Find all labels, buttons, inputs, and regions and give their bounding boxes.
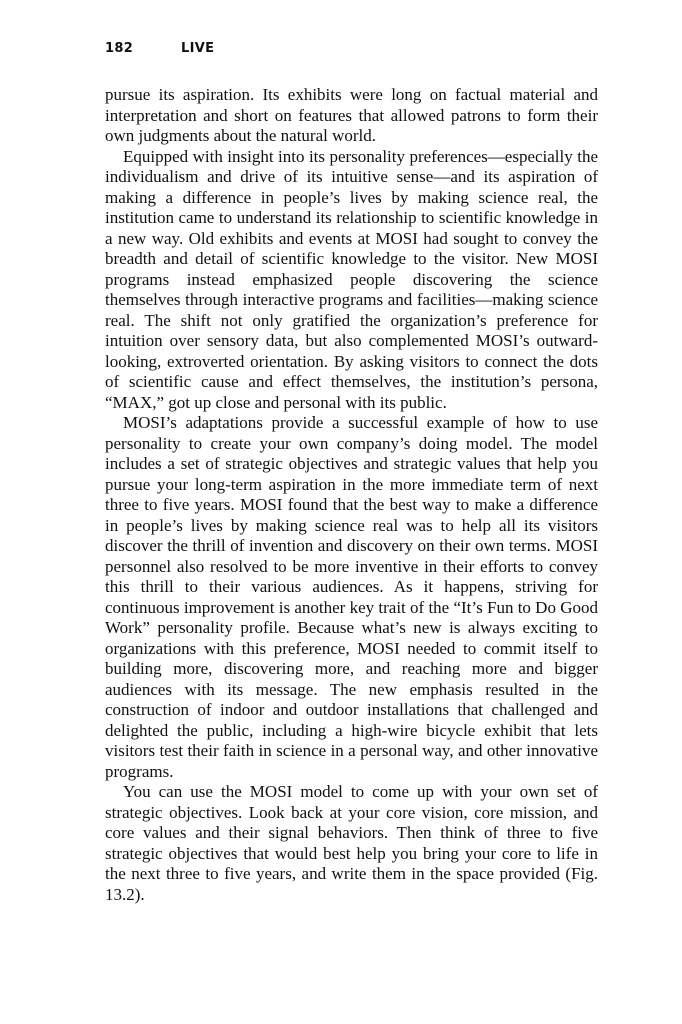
body-text [105,85,598,905]
section-title: LIVE [181,41,215,56]
paragraph: Equipped with insight into its personality preferences—especially the individualism and drive of its intuitive sense—and its aspiration of making a difference in people’s lives by making science real, the institution came to understand its relationship to scientific knowledge in a new way. Old exhibits and events at MOSI had sought to convey the breadth and detail of scientific knowledge to the visitor. New MOSI programs instead emphasized people discovering the science themselves through interactive programs and facilities—making science real. The shift not only gratified the organization’s preference for intuition over sensory data, but also complemented MOSI’s outward-looking, extroverted orientation. By asking visitors to connect the dots of scientific cause and effect themselves, the institution’s persona, “MAX,” got up close and personal with its public. [105,146,598,412]
page-number: 182 [105,41,134,56]
paragraph: pursue its aspiration. Its exhibits were long on factual material and interpretation and short on features that allowed patrons to form their own judgments about the natural world. [105,85,598,145]
paragraph: You can use the MOSI model to come up with your own set of strategic objectives. Look back at your core vision, core mission, and core values and their signal behaviors. Then think of three to five strategic objectives that would best help you bring your core to life in the next three to five years, and write them in the space provided (Fig. 13.2). [105,782,598,904]
paragraph: MOSI’s adaptations provide a successful example of how to use personality to create your own company’s doing model. The model includes a set of strategic objectives and strategic values that help you pursue your long-term aspiration in the more immediate term of next three to five years. MOSI found that the best way to make a difference in people’s lives by making science real was to help all its visitors discover the thrill of invention and discovery on their own terms. MOSI personnel also resolved to be more inventive in their efforts to convey this thrill to their various audiences. As it happens, striving for continuous improvement is another key trait of the “It’s Fun to Do Good Work” personality profile. Because what’s new is always exciting to organizations with this preference, MOSI needed to commit itself to building more, discovering more, and reaching more and bigger audiences with its message. The new emphasis resulted in the construction of indoor and outdoor installations that challenged and delighted the public, including a high-wire bicycle exhibit that lets visitors test their faith in science in a personal way, and other innovative programs. [105,413,598,781]
running-head [105,41,214,56]
